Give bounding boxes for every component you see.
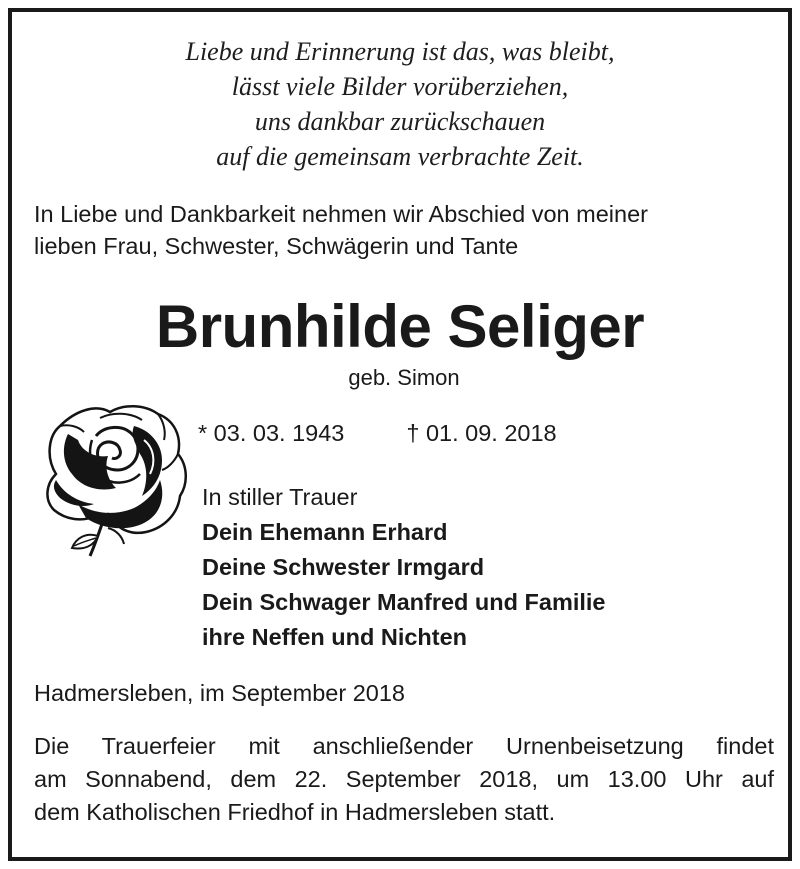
poem-line-4: auf die gemeinsam verbrachte Zeit. [216,142,584,171]
funeral-service-info [34,730,774,829]
poem-line-1: Liebe und Erinnerung ist das, was bleibt, [185,37,615,66]
intro-line-1: In Liebe und Dankbarkeit nehmen wir Abschied von meiner [34,201,648,227]
mourner-name: Dein Schwager Manfred und Familie [202,589,606,615]
deceased-name: Brunhilde Seliger [155,293,645,360]
service-line-3: dem Katholischen Friedhof in Hadmersleben statt. [34,799,556,825]
death-date: † 01. 09. 2018 [406,420,557,446]
intro-line-2: lieben Frau, Schwester, Schwägerin und Tante [34,233,519,259]
intro-text [34,198,774,262]
rose-icon [38,396,188,564]
service-line-2: am Sonnabend, dem 22. September 2018, um 13.00 Uhr auf [34,766,774,792]
maiden-name: geb. Simon [348,365,460,390]
mourner-name: Dein Ehemann Erhard [202,519,448,545]
mourner-name: Deine Schwester Irmgard [202,554,485,580]
mourners-list [202,480,606,655]
life-dates [198,418,557,448]
poem-line-3: uns dankbar zurückschauen [254,107,546,136]
poem-line-2: lässt viele Bilder vorüberziehen, [231,72,569,101]
place-and-date: Hadmersleben, im September 2018 [34,680,405,706]
obituary-notice [8,8,792,861]
birth-date: * 03. 03. 1943 [198,420,345,446]
mourners-heading: In stiller Trauer [202,484,358,510]
memorial-poem [12,34,788,174]
service-line-1: Die Trauerfeier mit anschließender Urnenbeisetzung findet [34,733,774,759]
mourner-name: ihre Neffen und Nichten [202,624,468,650]
